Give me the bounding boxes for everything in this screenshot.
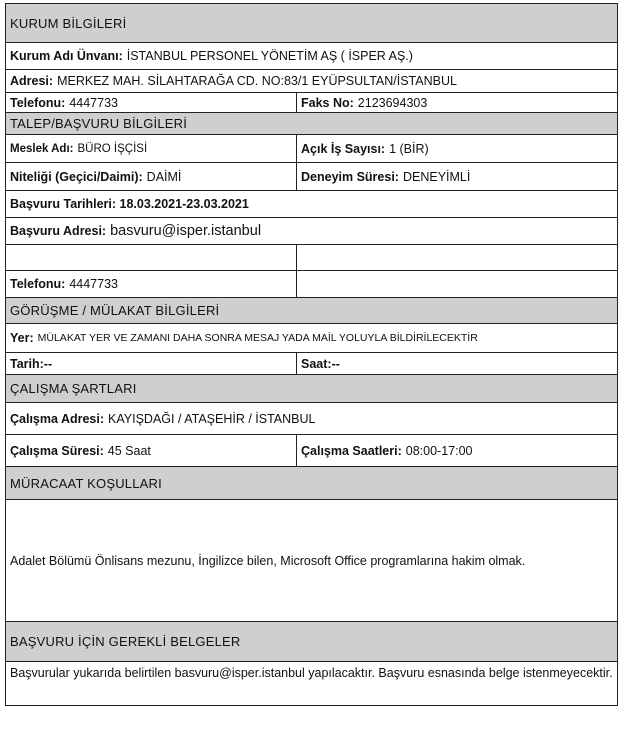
field-value: BÜRO İŞÇİSİ [77, 142, 148, 155]
field-value: basvuru@isper.istanbul [110, 223, 262, 239]
field-label: Meslek Adı: [10, 142, 74, 155]
row-kurum-telefon-faks [6, 92, 617, 112]
field-value: KAYIŞDAĞI / ATAŞEHİR / İSTANBUL [108, 411, 316, 426]
section-title: KURUM BİLGİLERİ [6, 4, 617, 42]
field-label: Deneyim Süresi: [301, 169, 399, 184]
field-value: MÜLAKAT YER VE ZAMANI DAHA SONRA MESAJ YADA MAİL YOLUYLA BİLDİRİLECEKTİR [37, 332, 478, 344]
field-label: Çalışma Adresi: [10, 411, 105, 426]
field-label: Telefonu: [10, 95, 66, 110]
muracaat-text: Adalet Bölümü Önlisans mezunu, İngilizce bilen, Microsoft Office programlarına hakim olmak. [10, 553, 526, 568]
section-header-muracaat [6, 466, 617, 499]
section-title: TALEP/BAŞVURU BİLGİLERİ [6, 113, 617, 134]
section-header-calisma [6, 374, 617, 402]
section-title: GÖRÜŞME / MÜLAKAT BİLGİLERİ [6, 298, 617, 323]
section-header-talep [6, 112, 617, 134]
field-value: DENEYİMLİ [402, 169, 471, 184]
field-label: Telefonu: [10, 277, 66, 291]
row-kurum-adres [6, 69, 617, 92]
field-value: İSTANBUL PERSONEL YÖNETİM AŞ ( İSPER AŞ.) [126, 49, 413, 63]
field-value: MERKEZ MAH. SİLAHTARAĞA CD. NO:83/1 EYÜPSULTAN/İSTANBUL [57, 74, 457, 88]
field-value: 1 (BİR) [389, 141, 429, 156]
section-title: MÜRACAAT KOŞULLARI [6, 467, 617, 499]
row-yer [6, 323, 617, 352]
field-value: 45 Saat [107, 443, 151, 458]
field-label: Faks No: [301, 95, 354, 110]
belgeler-text: Başvurular yukarıda belirtilen basvuru@isper.istanbul yapılacaktır. Başvuru esnasında belge istenmeyecektir. [10, 666, 613, 680]
row-meslek [6, 134, 617, 162]
section-header-gorusme [6, 297, 617, 323]
row-calisma-adresi [6, 402, 617, 434]
field-label: Açık İş Sayısı: [301, 141, 386, 156]
field-label: Kurum Adı Ünvanı: [10, 49, 123, 63]
field-value: DAİMİ [146, 169, 182, 184]
field-value: 4447733 [69, 95, 118, 110]
row-empty [6, 244, 617, 270]
section-title: BAŞVURU İÇİN GEREKLİ BELGELER [6, 622, 617, 661]
section-header-kurum [6, 4, 617, 42]
row-basvuru-tarihleri [6, 190, 617, 217]
field-label: Saat:-- [301, 356, 340, 371]
field-label: Çalışma Süresi: [10, 443, 104, 458]
row-kurum-adi [6, 42, 617, 69]
row-nitelik [6, 162, 617, 190]
field-label: Tarih:-- [10, 356, 53, 371]
section-title: ÇALIŞMA ŞARTLARI [6, 375, 617, 402]
field-label: Başvuru Tarihleri: 18.03.2021-23.03.2021 [10, 197, 249, 211]
field-value: 2123694303 [357, 95, 428, 110]
field-label: Yer: [10, 331, 34, 345]
row-tarih-saat [6, 352, 617, 374]
row-muracaat-text [6, 499, 617, 621]
row-talep-telefon [6, 270, 617, 297]
field-label: Adresi: [10, 74, 54, 88]
row-belgeler-text [6, 661, 617, 705]
row-calisma-sure-saat [6, 434, 617, 466]
field-label: Başvuru Adresi: [10, 224, 107, 238]
job-posting-form [5, 3, 618, 706]
field-value: 08:00-17:00 [405, 443, 473, 458]
field-label: Çalışma Saatleri: [301, 443, 402, 458]
field-label: Niteliği (Geçici/Daimi): [10, 169, 143, 184]
section-header-belgeler [6, 621, 617, 661]
field-value: 4447733 [69, 277, 118, 291]
row-basvuru-adresi [6, 217, 617, 244]
